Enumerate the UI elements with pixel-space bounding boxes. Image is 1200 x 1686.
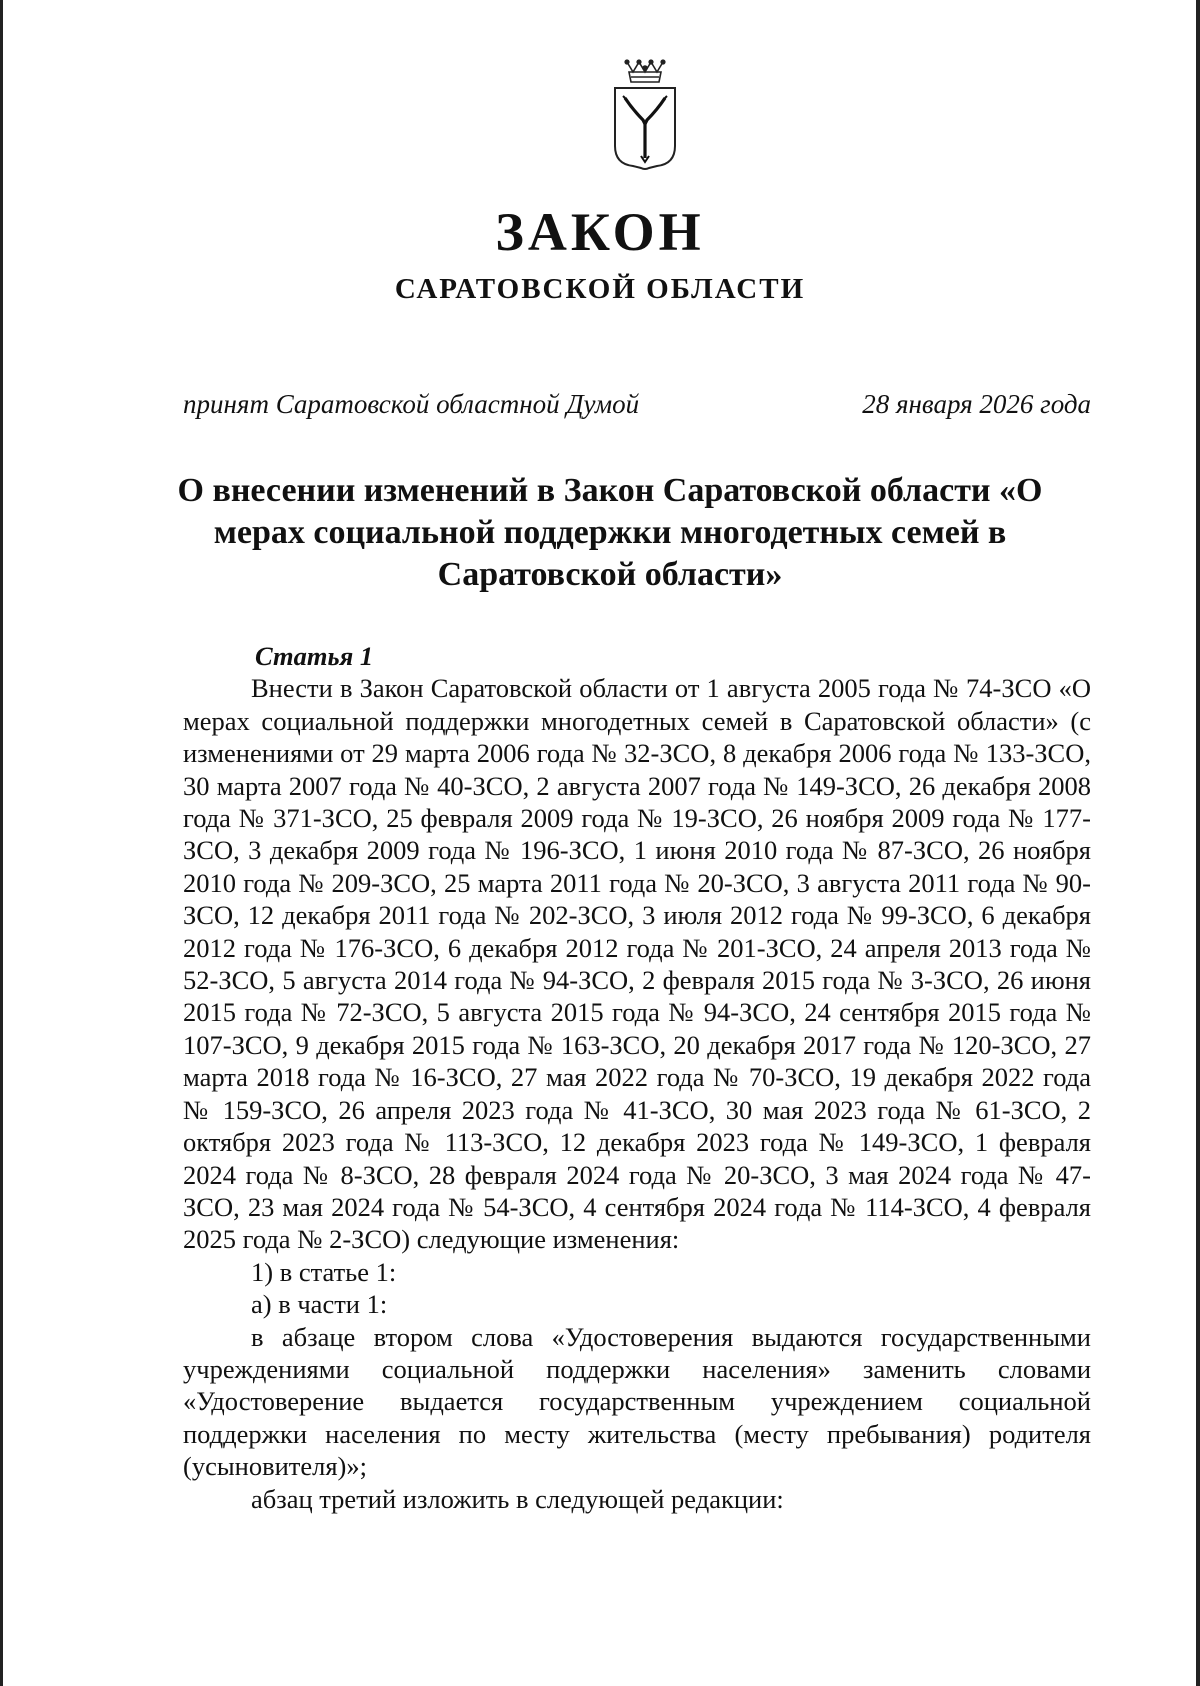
adoption-date: 28 января 2026 года: [862, 389, 1091, 419]
article-body: [183, 640, 1091, 1515]
law-heading: О внесении изменений в Закон Саратовской области «О мерах социальной поддержки многодетных семей в Саратовской области»: [177, 472, 1043, 593]
article-paragraph: абзац третий изложить в следующей редакции:: [251, 1483, 784, 1514]
adopted-by: принят Саратовской областной Думой: [183, 389, 640, 419]
article-subitem: а) в части 1:: [251, 1289, 388, 1320]
saratov-coat-of-arms-icon: [605, 58, 685, 180]
document-title: ЗАКОН: [495, 202, 705, 262]
article-paragraph: Внести в Закон Саратовской области от 1 августа 2005 года № 74-ЗСО «О мерах социальной поддержки многодетных семей в Саратовской области» (с изменениями от 29 марта 2006 года № 32-ЗСО, 8 декабря 2006 года № 133-ЗСО, 30 марта 2007 года № 40-ЗСО, 2 августа 2007 года № 149-ЗСО, 26 декабря 2008 года № 371-ЗСО, 25 февраля 2009 года № 19-ЗСО, 26 ноября 2009 года № 177-ЗСО, 3 декабря 2009 года № 196-ЗСО, 1 июня 2010 года № 87-ЗСО, 26 ноября 2010 года № 209-ЗСО, 25 марта 2011 года № 20-ЗСО, 3 августа 2011 года № 90-ЗСО, 12 декабря 2011 года № 202-ЗСО, 3 июля 2012 года № 99-ЗСО, 6 декабря 2012 года № 176-ЗСО, 6 декабря 2012 года № 201-ЗСО, 24 апреля 2013 года № 52-ЗСО, 5 августа 2014 года № 94-ЗСО, 2 февраля 2015 года № 3-ЗСО, 26 июня 2015 года № 72-ЗСО, 5 августа 2015 года № 94-ЗСО, 24 сентября 2015 года № 107-ЗСО, 9 декабря 2015 года № 163-ЗСО, 20 декабря 2017 года № 120-ЗСО, 27 марта 2018 года № 16-ЗСО, 27 мая 2022 года № 70-ЗСО, 19 декабря 2022 года № 159-ЗСО, 26 апреля 2023 года № 41-ЗСО, 30 мая 2023 года № 61-ЗСО, 2 октября 2023 года № 113-ЗСО, 12 декабря 2023 года № 149-ЗСО, 1 февраля 2024 года № 8-ЗСО, 28 февраля 2024 года № 20-ЗСО, 3 мая 2024 года № 47-ЗСО, 23 мая 2024 года № 54-ЗСО, 4 сентября 2024 года № 114-ЗСО, 4 февраля 2025 года № 2-ЗСО) следующие изменения:: [183, 673, 1091, 1255]
adoption-line: [183, 388, 1091, 420]
article-item: 1) в статье 1:: [251, 1256, 397, 1287]
document-subtitle: САРАТОВСКОЙ ОБЛАСТИ: [394, 273, 806, 305]
article-title: Статья 1: [255, 641, 374, 671]
article-paragraph: в абзаце втором слова «Удостоверения выдаются государственными учреждениями социальной поддержки населения» заменить словами «Удостоверение выдается государственным учреждением социальной поддержки населения по месту жительства (месту пребывания) родителя (усыновителя)»;: [183, 1321, 1091, 1482]
